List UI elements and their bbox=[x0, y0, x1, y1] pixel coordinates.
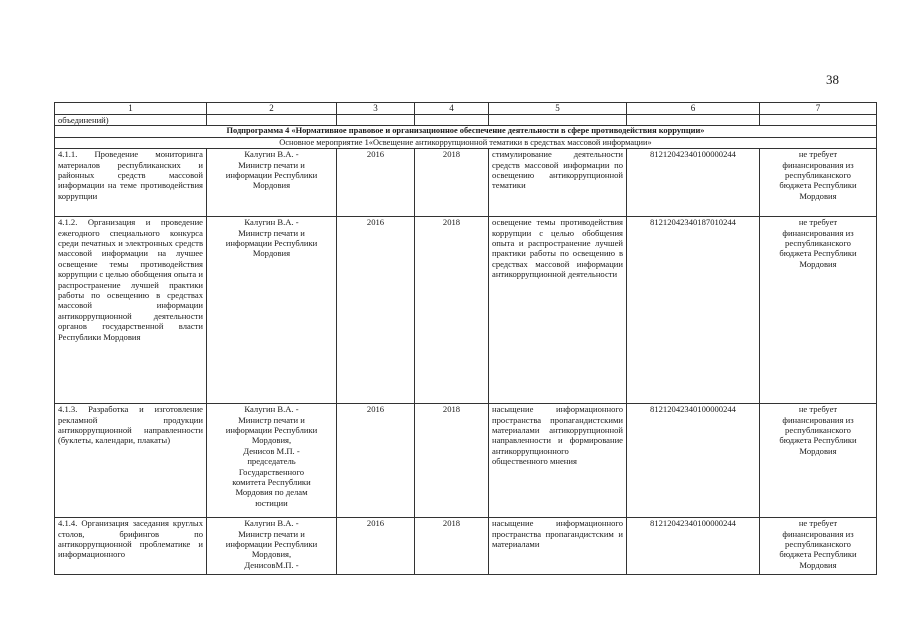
continuation-row bbox=[55, 115, 877, 126]
page-number: 38 bbox=[826, 72, 839, 87]
end-year: 2018 bbox=[415, 404, 489, 518]
continuation-text: объединений) bbox=[55, 115, 207, 126]
subprogram-title: Подпрограмма 4 «Нормативное правовое и организационное обеспечение деятельности в сфере противодействия коррупции» bbox=[55, 126, 877, 137]
budget-code: 81212042340100000244 bbox=[627, 404, 760, 518]
end-year: 2018 bbox=[415, 518, 489, 575]
table-row bbox=[55, 149, 877, 217]
expected-result: стимулирование деятельности средств массовой информации по освещению антикоррупционной тематики bbox=[489, 149, 627, 217]
measure-name: 4.1.3. Разработка и изготовление рекламной продукции антикоррупционной направленности (буклеты, календари, плакаты) bbox=[55, 404, 207, 518]
col-header-1: 1 bbox=[55, 103, 207, 115]
col-header-3: 3 bbox=[337, 103, 415, 115]
measure-name: 4.1.4. Организация заседания круглых столов, брифингов по антикоррупционной проблематике и информационного bbox=[55, 518, 207, 575]
start-year: 2016 bbox=[337, 404, 415, 518]
responsible: Калугин В.А. - Министр печати и информации Республики Мордовия bbox=[207, 217, 337, 404]
responsible: Калугин В.А. - Министр печати и информации Республики Мордовия, Денисов М.П. - председатель Государственного комитета Республики Мордовия по делам юстиции bbox=[207, 404, 337, 518]
col-header-7: 7 bbox=[760, 103, 877, 115]
financing: не требует финансирования из республиканского бюджета Республики Мордовия bbox=[760, 518, 877, 575]
measure-name: 4.1.2. Организация и проведение ежегодного специального конкурса среди печатных и электронных средств массовой информации на лучшее освещение темы противодействия коррупции с целью обобщения опыта и распространение лучшей практики работы по освещению в средствах массовой информации антикоррупционной деятельности органов государственной власти Республики Мордовия bbox=[55, 217, 207, 404]
expected-result: насыщение информационного пространства пропагандистскими материалами антикоррупционной направленности и формирование антикоррупционного общественного мнения bbox=[489, 404, 627, 518]
budget-code: 81212042340100000244 bbox=[627, 149, 760, 217]
col-header-4: 4 bbox=[415, 103, 489, 115]
event-title: Основное мероприятие 1«Освещение антикоррупционной тематики в средствах массовой информации» bbox=[55, 137, 877, 148]
table-row bbox=[55, 404, 877, 518]
responsible: Калугин В.А. - Министр печати и информации Республики Мордовия bbox=[207, 149, 337, 217]
subprogram-row bbox=[55, 126, 877, 137]
table-header-row bbox=[55, 103, 877, 115]
col-header-2: 2 bbox=[207, 103, 337, 115]
financing: не требует финансирования из республиканского бюджета Республики Мордовия bbox=[760, 149, 877, 217]
start-year: 2016 bbox=[337, 518, 415, 575]
expected-result: насыщение информационного пространства пропагандистским и материалами bbox=[489, 518, 627, 575]
start-year: 2016 bbox=[337, 149, 415, 217]
financing: не требует финансирования из республиканского бюджета Республики Мордовия bbox=[760, 404, 877, 518]
col-header-5: 5 bbox=[489, 103, 627, 115]
financing: не требует финансирования из республиканского бюджета Республики Мордовия bbox=[760, 217, 877, 404]
col-header-6: 6 bbox=[627, 103, 760, 115]
table-row bbox=[55, 518, 877, 575]
budget-code: 81212042340100000244 bbox=[627, 518, 760, 575]
budget-code: 81212042340187010244 bbox=[627, 217, 760, 404]
measure-name: 4.1.1. Проведение мониторинга материалов республиканских и районных средств массовой информации на теме противодействия коррупции bbox=[55, 149, 207, 217]
measures-table bbox=[54, 102, 877, 575]
end-year: 2018 bbox=[415, 149, 489, 217]
responsible: Калугин В.А. - Министр печати и информации Республики Мордовия, ДенисовМ.П. - bbox=[207, 518, 337, 575]
start-year: 2016 bbox=[337, 217, 415, 404]
table-row bbox=[55, 217, 877, 404]
event-row bbox=[55, 137, 877, 148]
end-year: 2018 bbox=[415, 217, 489, 404]
expected-result: освещение темы противодействия коррупции с целью обобщения опыта и распространение лучшей практики работы по освещению в средствах массовой информации антикоррупционной деятельности bbox=[489, 217, 627, 404]
